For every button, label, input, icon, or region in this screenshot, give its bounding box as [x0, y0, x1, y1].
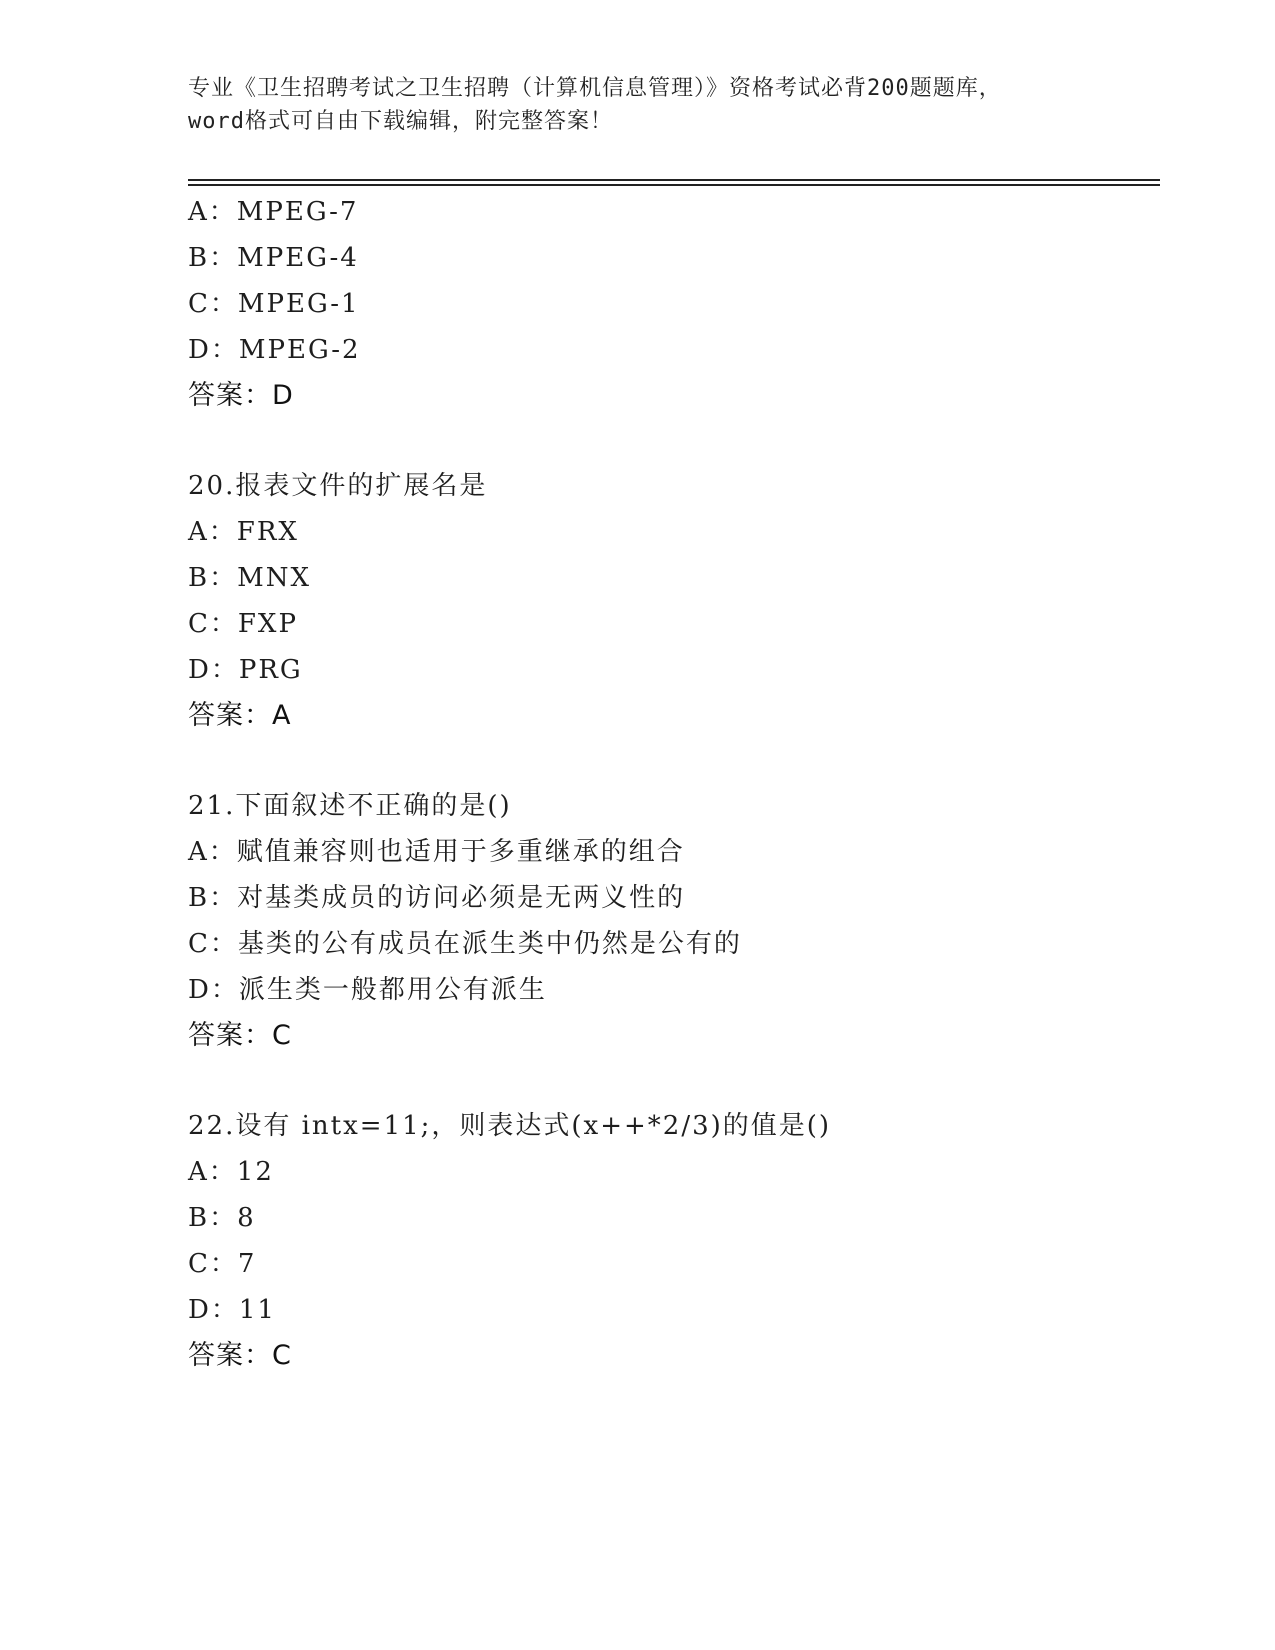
option-b: B：MNX	[188, 563, 311, 593]
option-d: D：PRG	[188, 655, 303, 685]
answer-line: 答案：C	[188, 1340, 292, 1371]
question-block-20	[188, 463, 1168, 739]
answer-line: 答案：D	[188, 380, 294, 411]
answer-line: 答案：C	[188, 1020, 292, 1051]
question-text: 20.报表文件的扩展名是	[188, 471, 488, 501]
question-block-21	[188, 783, 1168, 1059]
option-c: C：FXP	[188, 609, 298, 639]
option-a: A：FRX	[188, 517, 299, 547]
option-d: D：MPEG-2	[188, 335, 361, 365]
header-line-2: word格式可自由下载编辑，附完整答案！	[188, 109, 613, 134]
option-b: B：对基类成员的访问必须是无两义性的	[188, 883, 686, 913]
option-a: A：MPEG-7	[188, 197, 359, 227]
question-text: 21.下面叙述不正确的是()	[188, 791, 512, 821]
option-b: B：MPEG-4	[188, 243, 359, 273]
document-header	[188, 72, 1088, 138]
question-text: 22.设有 intx=11;，则表达式(x++*2/3)的值是()	[188, 1111, 832, 1141]
option-a: A：12	[188, 1157, 274, 1187]
option-d: D：派生类一般都用公有派生	[188, 975, 547, 1005]
question-block-22	[188, 1103, 1168, 1379]
option-a: A：赋值兼容则也适用于多重继承的组合	[188, 837, 685, 867]
option-b: B：8	[188, 1203, 256, 1233]
header-line-1: 专业《卫生招聘考试之卫生招聘（计算机信息管理）》资格考试必背200题题库，	[188, 76, 1002, 101]
question-block-19	[188, 189, 1168, 419]
header-divider-bottom	[188, 184, 1160, 186]
option-c: C：基类的公有成员在派生类中仍然是公有的	[188, 929, 742, 959]
option-d: D：11	[188, 1295, 276, 1325]
option-c: C：7	[188, 1249, 257, 1279]
question-list	[188, 189, 1168, 1379]
header-divider-top	[188, 179, 1160, 181]
option-c: C：MPEG-1	[188, 289, 360, 319]
answer-line: 答案：A	[188, 700, 292, 731]
